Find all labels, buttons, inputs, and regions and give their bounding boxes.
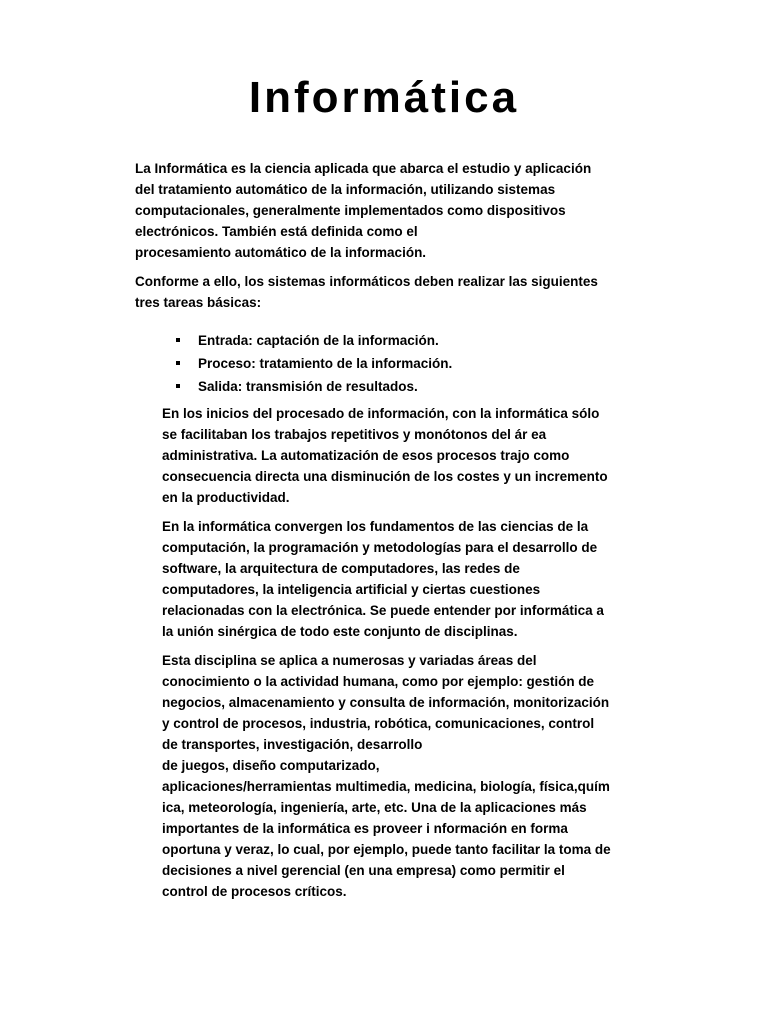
body-paragraph-1 xyxy=(162,403,608,508)
text-line: importantes de la informática es proveer i nformación en forma xyxy=(162,821,568,836)
text-line: La Informática es la ciencia aplicada que abarca el estudio y aplicación xyxy=(135,161,592,176)
text-line: en la productividad. xyxy=(162,490,290,505)
text-line: de juegos, diseño computarizado, xyxy=(162,758,380,773)
text-line: conocimiento o la actividad humana, como por ejemplo: gestión de xyxy=(162,674,595,689)
square-bullet-icon xyxy=(176,338,180,342)
text-line: negocios, almacenamiento y consulta de información, monitorización xyxy=(162,695,610,710)
text-line: de transportes, investigación, desarrollo xyxy=(162,737,423,752)
list-item-text: Salida: transmisión de resultados. xyxy=(198,379,418,394)
square-bullet-icon xyxy=(176,361,180,365)
text-line: computacionales, generalmente implementados como dispositivos xyxy=(135,203,566,218)
text-line: ica, meteorología, ingeniería, arte, etc. Una de la aplicaciones más xyxy=(162,800,587,815)
list-item xyxy=(172,329,452,352)
text-line: Esta disciplina se aplica a numerosas y variadas áreas del xyxy=(162,653,537,668)
text-line: electrónicos. También está definida como el xyxy=(135,224,418,239)
text-line: tres tareas básicas: xyxy=(135,295,262,310)
text-line: administrativa. La automatización de esos procesos trajo como xyxy=(162,448,570,463)
text-line: oportuna y veraz, lo cual, por ejemplo, puede tanto facilitar la toma de xyxy=(162,842,611,857)
text-line: consecuencia directa una disminución de los costes y un incremento xyxy=(162,469,608,484)
square-bullet-icon xyxy=(176,384,180,388)
text-line: computación, la programación y metodologías para el desarrollo de xyxy=(162,540,598,555)
text-line: control de procesos críticos. xyxy=(162,884,347,899)
text-line: aplicaciones/herramientas multimedia, medicina, biología, física,quím xyxy=(162,779,610,794)
list-item xyxy=(172,352,452,375)
text-line: computadores, la inteligencia artificial y ciertas cuestiones xyxy=(162,582,541,597)
text-line: Conforme a ello, los sistemas informáticos deben realizar las siguientes xyxy=(135,274,598,289)
tasks-list xyxy=(172,329,452,398)
text-line: relacionadas con la electrónica. Se puede entender por informática a xyxy=(162,603,604,618)
text-line: software, la arquitectura de computadores, las redes de xyxy=(162,561,520,576)
text-line: se facilitaban los trabajos repetitivos y monótonos del ár ea xyxy=(162,427,547,442)
text-line: En los inicios del procesado de información, con la informática sólo xyxy=(162,406,600,421)
intro-paragraph-2 xyxy=(135,271,598,313)
text-line: y control de procesos, industria, robótica, comunicaciones, control xyxy=(162,716,595,731)
text-line: procesamiento automático de la información. xyxy=(135,245,427,260)
text-line: En la informática convergen los fundamentos de las ciencias de la xyxy=(162,519,589,534)
list-item-text: Entrada: captación de la información. xyxy=(198,333,439,348)
body-paragraph-3 xyxy=(162,650,611,902)
page-title: Informática xyxy=(248,73,520,122)
text-line: del tratamiento automático de la información, utilizando sistemas xyxy=(135,182,556,197)
body-paragraph-2 xyxy=(162,516,604,642)
text-line: decisiones a nivel gerencial (en una empresa) como permitir el xyxy=(162,863,565,878)
list-item-text: Proceso: tratamiento de la información. xyxy=(198,356,453,371)
intro-paragraph-1 xyxy=(135,158,591,263)
list-item xyxy=(172,375,452,398)
text-line: la unión sinérgica de todo este conjunto de disciplinas. xyxy=(162,624,518,639)
